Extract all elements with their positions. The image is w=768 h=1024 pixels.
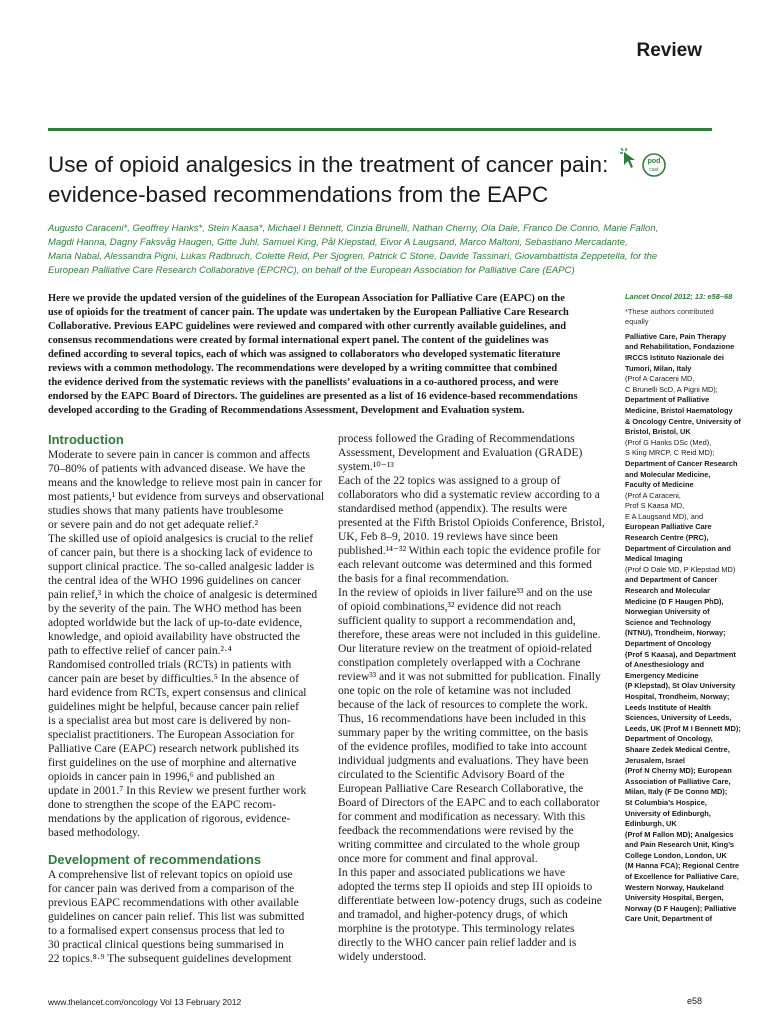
- affiliation-line: (Prof G Hanks DSc (Med),: [625, 437, 712, 447]
- text-line: for comment and modification as necessary. With this: [338, 811, 586, 823]
- text-line: the basis for a final recommendation.: [338, 573, 510, 585]
- text-line: constipation completely overlapped with a Cochrane: [338, 657, 581, 669]
- text-line: guidelines might be helpful, because cancer pain relief: [48, 701, 299, 713]
- text-line: widely understood.: [338, 951, 427, 963]
- podcast-badge[interactable]: [620, 148, 672, 182]
- text-line: feedback the recommendations were revised by the: [338, 825, 574, 837]
- author-line: Magdi Hanna, Dagny Faksvåg Haugen, Gitte Juhl, Samuel King, Pål Klepstad, Eivor A Laugsand, Marco Maltoni, Sebastiano Mercadante,: [48, 237, 628, 248]
- text-line: Our literature review on the treatment of opioid-related: [338, 643, 592, 655]
- abstract-line: Collaborative. Previous EAPC guidelines were reviewed and compared with other currently available guidelines, and: [48, 321, 567, 332]
- text-line: circulated to the Scientific Advisory Board of the: [338, 769, 565, 781]
- sidebar-notes: [625, 292, 745, 925]
- svg-text:pod: pod: [647, 158, 661, 165]
- svg-text:cast: cast: [649, 167, 659, 173]
- section-heading-introduction: Introduction: [48, 432, 124, 447]
- affiliation-line: Norwegian University of: [625, 607, 710, 617]
- affiliation-line: and Rehabilitation, Fondazione: [625, 342, 735, 352]
- text-line: means and the knowledge to relieve most pain in cancer for: [48, 477, 322, 489]
- text-line: collaborators who did a systematic review according to a: [338, 489, 600, 501]
- author-line: European Palliative Care Research Collaborative (EPCRC), on behalf of the European Association for Palliative Care (EAPC): [48, 265, 575, 276]
- text-line: studies shows that many patients have troublesome: [48, 505, 284, 517]
- affiliation-line: S King MRCP, C Reid MD);: [625, 448, 715, 458]
- text-line: of cancer pain, but there is a shocking lack of evidence to: [48, 547, 313, 559]
- text-line: 70–80% of patients with advanced disease. We have the: [48, 463, 306, 475]
- affiliation-line: Faculty of Medicine: [625, 480, 694, 490]
- title-line-2: evidence-based recommendations from the EAPC: [48, 182, 549, 207]
- text-line: standardised method (appendix). The results were: [338, 503, 568, 515]
- citation: Lancet Oncol 2012; 13: e58–68: [625, 292, 733, 301]
- section-label: Review: [636, 40, 702, 61]
- text-line: path to effective relief of cancer pain.²·⁴: [48, 645, 232, 657]
- affiliation-line: Research and Molecular: [625, 586, 711, 596]
- affiliation-line: (P Klepstad), St Olav University: [625, 681, 736, 691]
- affiliation-line: Department of Oncology,: [625, 734, 713, 744]
- affiliation-line: C Brunelli ScD, A Pigni MD);: [625, 384, 718, 394]
- affiliation-line: IRCCS Istituto Nazionale dei: [625, 352, 724, 362]
- text-line: based methodology.: [48, 827, 140, 839]
- affiliation-line: and Department of Cancer: [625, 575, 718, 585]
- article-title: [48, 150, 608, 210]
- affiliations: [625, 332, 745, 925]
- text-line: of the evidence profiles, modified to take into account: [338, 741, 587, 753]
- abstract-line: defined according to several topics, each of which was assigned to collaborators who developed systematic literature: [48, 349, 561, 360]
- text-line: system.¹⁰⁻¹³: [338, 461, 394, 473]
- abstract-line: the evidence derived from the systematic reviews with the panellists’ evaluations in a co-authored process, and were: [48, 377, 559, 388]
- text-line: specialist practitioners. The European Association for: [48, 729, 295, 741]
- text-line: A comprehensive list of relevant topics on opioid use: [48, 869, 293, 881]
- affiliation-line: & Oncology Centre, University of: [625, 416, 741, 426]
- affiliation-line: Association of Palliative Care,: [625, 776, 731, 786]
- affiliation-line: College London, London, UK: [625, 850, 727, 860]
- text-line: published.¹⁴⁻³² Within each topic the evidence profile for: [338, 545, 601, 557]
- text-line: The skilled use of opioid analgesics is crucial to the relief: [48, 533, 314, 545]
- affiliation-line: (Prof A Caraceni,: [625, 490, 681, 500]
- text-line: mendations by the application of rigorous, evidence-: [48, 813, 291, 825]
- section-heading-development: Development of recommendations: [48, 852, 262, 867]
- text-line: once more for comment and final approval.: [338, 853, 538, 865]
- text-line: because of the lack of resources to complete the work.: [338, 699, 588, 711]
- text-line: differentiate between low-potency drugs, such as codeine: [338, 895, 602, 907]
- text-line: to a formalised expert consensus process that led to: [48, 925, 285, 937]
- text-line: the central idea of the WHO 1996 guidelines on cancer: [48, 575, 302, 587]
- affiliation-line: Department of Circulation and: [625, 543, 731, 553]
- text-line: guidelines on cancer pain relief. This list was submitted: [48, 911, 305, 923]
- affiliation-line: Western Norway, Haukeland: [625, 882, 724, 892]
- affiliation-line: Jerusalem, Israel: [625, 755, 685, 765]
- text-line: morphine is the prototype. This terminology relates: [338, 923, 575, 935]
- text-line: previous EAPC recommendations with other available: [48, 897, 299, 909]
- text-line: 22 topics.⁸·⁹ The subsequent guidelines development: [48, 953, 292, 965]
- text-line: directly to the WHO cancer pain relief ladder and is: [338, 937, 577, 949]
- affiliation-line: Department of Oncology: [625, 639, 712, 648]
- text-line: opioids in cancer pain in 1996,⁶ and published an: [48, 771, 275, 783]
- body-column-left: [48, 432, 330, 966]
- affiliation-line: E A Laugsand MD), and: [625, 511, 704, 521]
- affiliation-line: Tumori, Milan, Italy: [625, 363, 692, 373]
- affiliation-line: Department of Palliative: [625, 395, 710, 405]
- author-line: Maria Nabal, Alessandra Pigni, Lukas Radbruch, Colette Reid, Per Sjogren, Patrick C Stone, Davide Tassinari, Giovambattista Zeppetella, for the: [48, 251, 658, 262]
- text-line: UK, Feb 8–9, 2010. 19 reviews have since been: [338, 531, 559, 543]
- affiliation-line: Palliative Care, Pain Therapy: [625, 331, 727, 341]
- text-line: hard evidence from RCTs, expert consensus and clinical: [48, 687, 307, 699]
- affiliation-line: Leeds, UK (Prof M I Bennett MD);: [625, 723, 741, 733]
- affiliation-line: Bristol, Bristol, UK: [625, 427, 691, 437]
- abstract-line: reviews with a common methodology. The recommendations were developed by a writing committee that combined: [48, 363, 558, 374]
- text-line: 30 practical clinical questions being summarised in: [48, 939, 284, 951]
- affiliation-line: (Prof N Cherny MD); European: [625, 766, 732, 776]
- affiliation-line: (M Hanna FCA); Regional Centre: [625, 861, 740, 871]
- text-line: of opioid combinations,³² evidence did not reach: [338, 601, 562, 613]
- author-list: [48, 222, 659, 278]
- affiliation-line: Milan, Italy (F De Conno MD);: [625, 787, 728, 797]
- text-line: sufficient quality to support a recommendation and,: [338, 615, 576, 627]
- affiliation-line: (Prof S Kaasa), and Department: [625, 649, 736, 659]
- affiliation-line: of Anesthesiology and: [625, 660, 704, 670]
- abstract-line: developed according to the Grading of Recommendations Assessment, Development and Evaluation system.: [48, 405, 525, 416]
- text-line: writing committee and circulated to the whole group: [338, 839, 580, 851]
- text-line: each relevant outcome was determined and this formed: [338, 559, 592, 571]
- affiliation-line: Medicine (D F Haugen PhD),: [625, 596, 724, 606]
- affiliation-line: Leeds Institute of Health: [625, 702, 711, 712]
- abstract-line: consensus recommendations were created by formal international expert panel. The content of the guidelines was: [48, 335, 549, 346]
- affiliation-line: Emergency Medicine: [625, 670, 699, 680]
- introduction-text: [48, 448, 330, 840]
- note-line: equally: [625, 317, 649, 327]
- body-column-middle: [338, 432, 614, 964]
- affiliation-line: Science and Technology: [625, 617, 712, 627]
- text-line: Board of Directors of the EAPC and to each collaborator: [338, 797, 600, 809]
- affiliation-line: Norway (D F Haugen); Palliative: [625, 903, 737, 913]
- text-line: knowledge, and opioid availability have obstructed the: [48, 631, 300, 643]
- affiliation-line: and Pain Research Unit, King’s: [625, 840, 734, 850]
- text-line: and tramadol, and higher-potency drugs, of which: [338, 909, 568, 921]
- text-line: review³³ and it was not submitted for publication. Finally: [338, 671, 601, 683]
- title-line-1: Use of opioid analgesics in the treatment of cancer pain:: [48, 152, 609, 177]
- text-line: pain relief,³ in which the choice of analgesic is determined: [48, 589, 318, 601]
- text-line: therefore, these areas were not included in this guideline.: [338, 629, 601, 641]
- abstract-line: endorsed by the EAPC Board of Directors. The guidelines are presented as a list of 16 evidence-based recommendations: [48, 391, 578, 402]
- abstract: [48, 292, 614, 418]
- text-line: done to strengthen the scope of the EAPC recom-: [48, 799, 277, 811]
- text-line: update in 2001.⁷ In this Review we present further work: [48, 785, 307, 797]
- affiliation-line: Hospital, Trondheim, Norway;: [625, 691, 730, 701]
- text-line: support clinical practice. The so-called analgesic ladder is: [48, 561, 315, 573]
- affiliation-line: (Prof M Fallon MD); Analgesics: [625, 829, 734, 839]
- abstract-line: use of opioids for the treatment of cancer pain. The update was undertaken by the European Palliative Care Research: [48, 307, 569, 318]
- affiliation-line: Edinburgh, UK: [625, 819, 677, 829]
- text-line: Randomised controlled trials (RCTs) in patients with: [48, 659, 292, 671]
- affiliation-line: Care Unit, Department of: [625, 914, 713, 924]
- affiliation-line: Medical Imaging: [625, 554, 683, 564]
- text-line: individual judgments and evaluations. They have been: [338, 755, 589, 767]
- affiliation-line: Shaare Zedek Medical Centre,: [625, 744, 730, 754]
- text-line: for cancer pain was derived from a comparison of the: [48, 883, 295, 895]
- page-number: e58: [686, 996, 702, 1006]
- affiliation-line: of Excellence for Palliative Care,: [625, 872, 739, 882]
- podcast-icon: [620, 148, 672, 182]
- header-rule: [48, 128, 712, 131]
- text-line: one topic on the role of ketamine was not included: [338, 685, 571, 697]
- text-line: presented at the Fifth Bristol Opioids Conference, Bristol,: [338, 517, 605, 529]
- text-line: Each of the 22 topics was assigned to a group of: [338, 475, 561, 487]
- affiliation-line: Research Centre (PRC),: [625, 533, 709, 543]
- text-line: process followed the Grading of Recommendations: [338, 433, 575, 445]
- text-line: In the review of opioids in liver failure³³ and on the use: [338, 587, 593, 599]
- affiliation-line: (Prof A Caraceni MD,: [625, 374, 695, 384]
- equal-contribution-note: [625, 307, 745, 328]
- affiliation-line: St Columbia’s Hospice,: [625, 797, 707, 807]
- affiliation-line: University Hospital, Bergen,: [625, 893, 724, 903]
- text-line: European Palliative Care Research Collaborative, the: [338, 783, 584, 795]
- text-line: most patients,¹ but evidence from surveys and observational: [48, 491, 325, 503]
- affiliation-line: (NTNU), Trondheim, Norway;: [625, 628, 726, 638]
- affiliation-line: European Palliative Care: [625, 522, 712, 532]
- affiliation-line: University of Edinburgh,: [625, 808, 711, 818]
- note-line: *These authors contributed: [625, 306, 714, 316]
- author-line: Augusto Caraceni*, Geoffrey Hanks*, Stein Kaasa*, Michael I Bennett, Cinzia Brunelli, Nathan Cherny, Ola Dale, Franco De Conno, Marie Fallon,: [48, 223, 659, 234]
- text-line: summary paper by the writing committee, on the basis: [338, 727, 589, 739]
- text-line: or severe pain and do not get adequate relief.²: [48, 519, 259, 531]
- affiliation-line: Prof S Kaasa MD,: [625, 501, 685, 511]
- text-line: cancer pain are beset by difficulties.⁵ In the absence of: [48, 673, 299, 685]
- text-line: by the severity of the pain. The WHO method has been: [48, 603, 302, 615]
- affiliation-line: and Molecular Medicine,: [625, 469, 711, 479]
- text-line: Thus, 16 recommendations have been included in this: [338, 713, 586, 725]
- text-line: adopted worldwide but the lack of up-to-date evidence,: [48, 617, 303, 629]
- abstract-line: Here we provide the updated version of the guidelines of the European Association for Palliative Care (EAPC) on the: [48, 293, 565, 304]
- affiliation-line: Department of Cancer Research: [625, 458, 738, 468]
- affiliation-line: (Prof O Dale MD, P Klepstad MD): [625, 564, 736, 574]
- text-line: Moderate to severe pain in cancer is common and affects: [48, 449, 310, 461]
- text-line: Assessment, Development and Evaluation (GRADE): [338, 447, 583, 459]
- text-line: adopted the terms step II opioids and step III opioids to: [338, 881, 593, 893]
- text-line: first guidelines on the use of morphine and alternative: [48, 757, 297, 769]
- development-text: [48, 868, 330, 966]
- text-line: In this paper and associated publications we have: [338, 867, 566, 879]
- text-line: is a specialist area but most care is delivered by non-: [48, 715, 291, 727]
- affiliation-line: Sciences, University of Leeds,: [625, 713, 732, 723]
- footer-journal-info: www.thelancet.com/oncology Vol 13 February 2012: [48, 997, 242, 1007]
- affiliation-line: Medicine, Bristol Haematology: [625, 405, 733, 415]
- text-line: Palliative Care (EAPC) research network published its: [48, 743, 300, 755]
